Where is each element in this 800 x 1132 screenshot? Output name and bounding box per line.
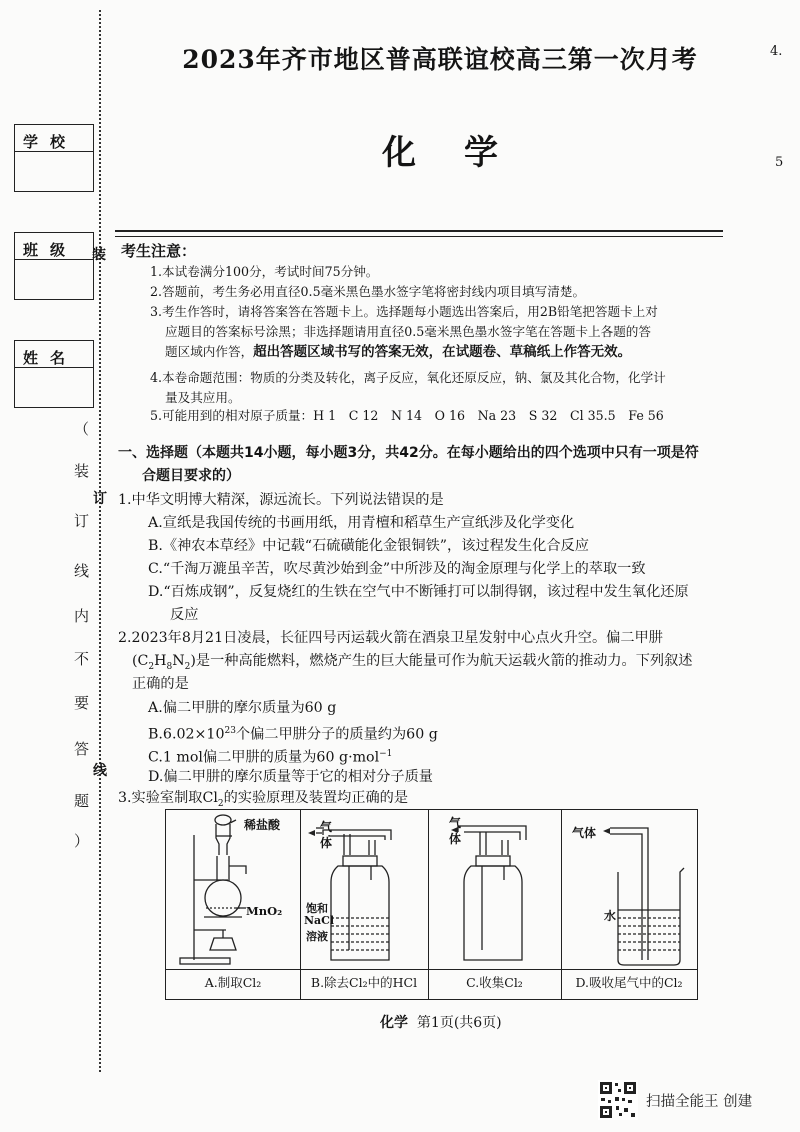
binding-note-char: 要 — [74, 694, 90, 712]
binding-note-char: （ — [74, 420, 90, 438]
binding-dotted-line — [99, 10, 101, 1072]
section-heading-cont: 合题目要求的） — [142, 468, 240, 484]
q1-option-a: A.宣纸是我国传统的书画用纸，用青檀和稻草生产宣纸涉及化学变化 — [148, 515, 575, 531]
label-nacl: NaCl — [304, 914, 335, 927]
seal-char-xian: 线 — [93, 763, 107, 779]
q1-option-d: D.“百炼成钢”，反复烧红的生铁在空气中不断锤打可以制得钢，该过程中发生氧化还原 — [148, 584, 689, 600]
notice-item: 3.考生作答时，请将答案答在答题卡上。选择题每小题选出答案后，用2B铅笔把答题卡上对 — [150, 304, 658, 319]
binding-note-char: 题 — [74, 792, 90, 810]
class-label: 班级 — [23, 241, 78, 259]
notice-item: 4.本卷命题范围：物质的分类及转化，离子反应，氧化还原反应，钠、氯及其化合物，化学计 — [150, 370, 666, 385]
school-label: 学校 — [23, 133, 78, 151]
section-heading: 一、选择题（本题共14小题，每小题3分，共42分。在每小题给出的四个选项中只有一项是符 — [118, 445, 699, 461]
notice-title: 考生注意： — [121, 242, 197, 260]
subject-title: 化学 — [382, 133, 546, 173]
wash-bottle-b — [331, 866, 389, 960]
notice-item: 题区域内作答，超出答题区域书写的答案无效，在试题卷、草稿纸上作答无效。 — [165, 344, 632, 360]
apparatus-figure — [165, 809, 698, 1000]
label-water: 水 — [604, 909, 617, 923]
caption-d: D.吸收尾气中的Cl₂ — [575, 975, 683, 990]
label-gas-d: 气体 — [572, 826, 597, 840]
label-gas-c: 体 — [449, 832, 462, 846]
dropping-funnel — [216, 824, 230, 855]
notice-item: 量及其应用。 — [165, 390, 241, 405]
q1-stem: 1.中华文明博大精深，源远流长。下列说法错误的是 — [118, 492, 444, 508]
collection-bottle-c — [464, 866, 522, 960]
apparatus-drawings — [166, 810, 697, 969]
exam-title: 2023年齐市地区普高联谊校高三第一次月考 — [182, 45, 698, 74]
q1-option-c: C.“千淘万漉虽辛苦，吹尽黄沙始到金”中所涉及的淘金原理与化学上的萃取一致 — [148, 561, 646, 577]
binding-note-char: 不 — [74, 650, 90, 668]
class-box — [14, 232, 94, 300]
q1-option-b: B.《神农本草经》中记载“石硫磺能化金银铜铁”，该过程发生化合反应 — [148, 538, 589, 554]
label-dilute-hcl: 稀盐酸 — [244, 818, 281, 832]
q3-stem: 3.实验室制取$Cl_2$的实验原理及装置均正确的是 — [118, 790, 409, 809]
q2-option-b: $B.6.02\times 10^{23}$个偏二甲肼分子的质量约为60 g — [148, 726, 438, 743]
q2-stem-cont: 正确的是 — [132, 676, 189, 692]
q2-option-a: A.偏二甲肼的摩尔质量为60 g — [148, 700, 337, 716]
name-box — [14, 340, 94, 408]
notice-item: 1.本试卷满分100分，考试时间75分钟。 — [150, 264, 379, 279]
binding-note-char: 内 — [74, 607, 90, 625]
label-gas-b: 气 — [320, 820, 333, 834]
q2-option-d: D.偏二甲肼的摩尔质量等于它的相对分子质量 — [148, 769, 433, 785]
binding-note-char: 线 — [74, 562, 90, 580]
name-label: 姓名 — [23, 349, 78, 367]
footer-page: 第1页(共6页) — [416, 1015, 502, 1031]
q2-stem-cont: $(C_2H_8N_2)$是一种高能燃料，燃烧产生的巨大能量可作为航天运载火箭的推动力。下列叙述 — [132, 653, 693, 672]
qr-code-icon — [598, 1080, 638, 1120]
label-gas-b: 体 — [320, 836, 333, 850]
label-solution: 溶液 — [306, 930, 328, 943]
label-mno2: MnO₂ — [246, 904, 283, 918]
caption-a: A.制取Cl₂ — [204, 975, 262, 990]
delivery-tube — [229, 866, 246, 874]
notice-item: 5.可能用到的相对原子质量：H 1 C 12 N 14 O 16 Na 23 S 32 Cl 35.5 Fe 56 — [150, 408, 664, 423]
q2-stem: 2.2023年8月21日凌晨，长征四号丙运载火箭在酒泉卫星发射中心点火升空。偏二甲肼 — [118, 630, 663, 646]
caption-c: C.收集Cl₂ — [466, 975, 523, 990]
label-gas-c: 气 — [449, 816, 462, 830]
caption-b: B.除去Cl₂中的HCl — [310, 975, 418, 990]
alcohol-lamp — [210, 938, 236, 950]
seal-char-zhuang: 装 — [92, 247, 106, 263]
label-saturated: 饱和 — [306, 902, 328, 915]
notice-item: 2.答题前，考生务必用直径0.5毫米黑色墨水签字笔将密封线内项目填写清楚。 — [150, 284, 586, 299]
round-flask — [205, 880, 241, 916]
iron-stand-base — [180, 958, 230, 964]
notice-item: 应题目的答案标号涂黑；非选择题请用直径0.5毫米黑色墨水签字笔在答题卡上各题的答 — [165, 324, 651, 339]
collection-bottle-stopper — [476, 856, 510, 866]
binding-note-char: 答 — [74, 740, 90, 758]
q1-option-d-cont: 反应 — [170, 607, 199, 623]
header-rule — [115, 230, 723, 237]
margin-mark: 5 — [775, 155, 784, 170]
binding-note-char: ） — [74, 832, 90, 850]
margin-mark: 4. — [770, 44, 783, 59]
footer-subject: 化学 — [380, 1015, 408, 1031]
scanner-watermark: 扫描全能王 创建 — [646, 1094, 753, 1110]
page-footer — [380, 1012, 502, 1032]
q2-option-c: C.1 mol偏二甲肼的质量为60 g·mol$^{-1}$ — [148, 749, 393, 766]
seal-char-ding: 订 — [93, 491, 107, 507]
notice-emphasis: 超出答题区域书写的答案无效，在试题卷、草稿纸上作答无效。 — [253, 344, 632, 360]
wash-bottle-stopper — [343, 856, 377, 866]
school-box — [14, 124, 94, 192]
binding-note-char: 订 — [74, 512, 90, 530]
binding-note-char: 装 — [74, 462, 90, 480]
